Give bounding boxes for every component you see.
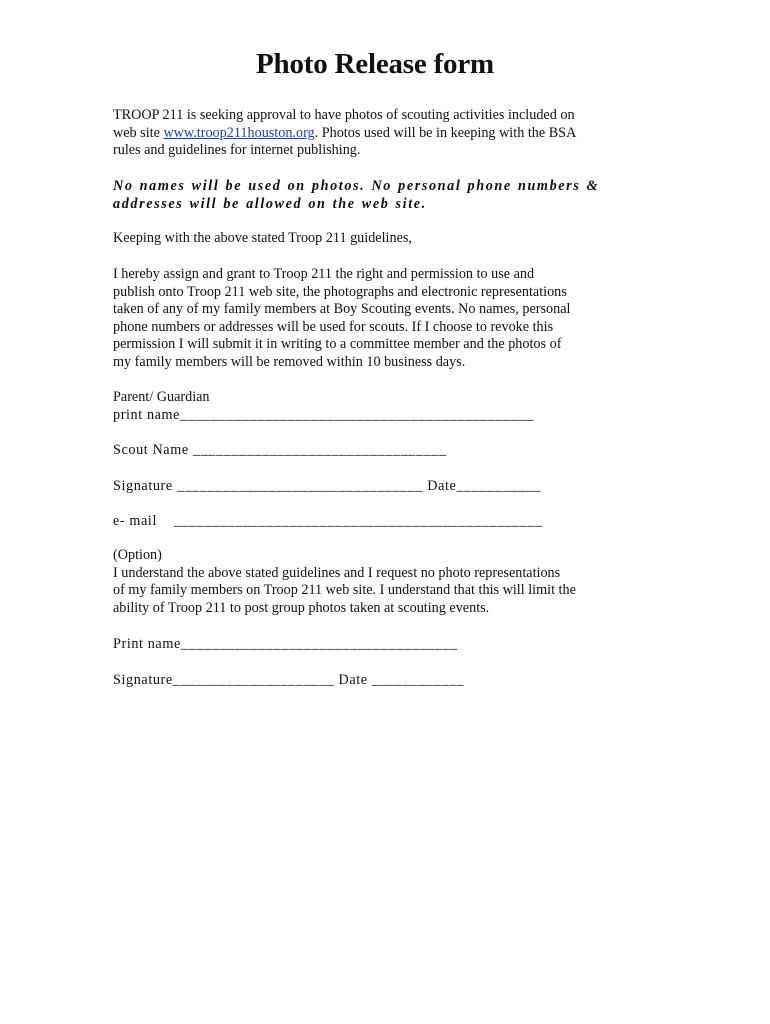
grant-line-2: publish onto Troop 211 web site, the photographs and electronic representations bbox=[113, 283, 567, 300]
intro-paragraph bbox=[113, 107, 673, 160]
parent-guardian-label: Parent/ Guardian bbox=[113, 389, 210, 405]
intro-line-2 bbox=[113, 125, 673, 143]
grant-line-6: my family members will be removed within 10 business days. bbox=[113, 353, 466, 370]
option-label: (Option) bbox=[113, 547, 162, 563]
intro-line-1: TROOP 211 is seeking approval to have photos of scouting activities included on bbox=[113, 107, 575, 123]
grant-line-4: phone numbers or addresses will be used for scouts. If I choose to revoke this bbox=[113, 318, 554, 335]
notice-line-2: addresses will be allowed on the web site. bbox=[113, 195, 427, 212]
grant-line-5: permission I will submit it in writing to a committee member and the photos of bbox=[113, 336, 562, 353]
grant-paragraph bbox=[113, 266, 693, 372]
intro-line-3: rules and guidelines for internet publishing. bbox=[113, 142, 361, 159]
notice-line-1: No names will be used on photos. No personal phone numbers & bbox=[113, 178, 600, 194]
option-paragraph bbox=[113, 547, 703, 617]
troop-website-link[interactable]: www.troop211houston.org bbox=[163, 124, 315, 141]
intro-line-2-suffix: . Photos used will be in keeping with the BSA bbox=[314, 124, 577, 141]
grant-line-3: taken of any of my family members at Boy Scouting events. No names, personal bbox=[113, 301, 571, 318]
option-line-3: ability of Troop 211 to post group photos taken at scouting events. bbox=[113, 599, 490, 616]
option-line-2: of my family members on Troop 211 web site. I understand that this will limit the bbox=[113, 582, 576, 599]
privacy-notice bbox=[113, 178, 673, 213]
grant-line-1: I hereby assign and grant to Troop 211 the right and permission to use and bbox=[113, 266, 535, 282]
option-print-name-field[interactable]: Print name____________________________________ bbox=[113, 636, 458, 652]
intro-line-2-prefix: web site bbox=[113, 124, 164, 141]
parent-print-name-field[interactable]: print name______________________________________________ bbox=[113, 407, 534, 423]
signature-date-field[interactable]: Signature ________________________________ Date___________ bbox=[113, 478, 542, 494]
email-field[interactable]: e- mail ________________________________________________ bbox=[113, 513, 543, 529]
document-title: Photo Release form bbox=[256, 48, 494, 80]
keeping-statement: Keeping with the above stated Troop 211 guidelines, bbox=[113, 230, 412, 246]
option-line-1: I understand the above stated guidelines and I request no photo representations bbox=[113, 564, 561, 581]
scout-name-field[interactable]: Scout Name _________________________________ bbox=[113, 442, 447, 458]
option-signature-date-field[interactable]: Signature_____________________ Date ____________ bbox=[113, 672, 465, 688]
